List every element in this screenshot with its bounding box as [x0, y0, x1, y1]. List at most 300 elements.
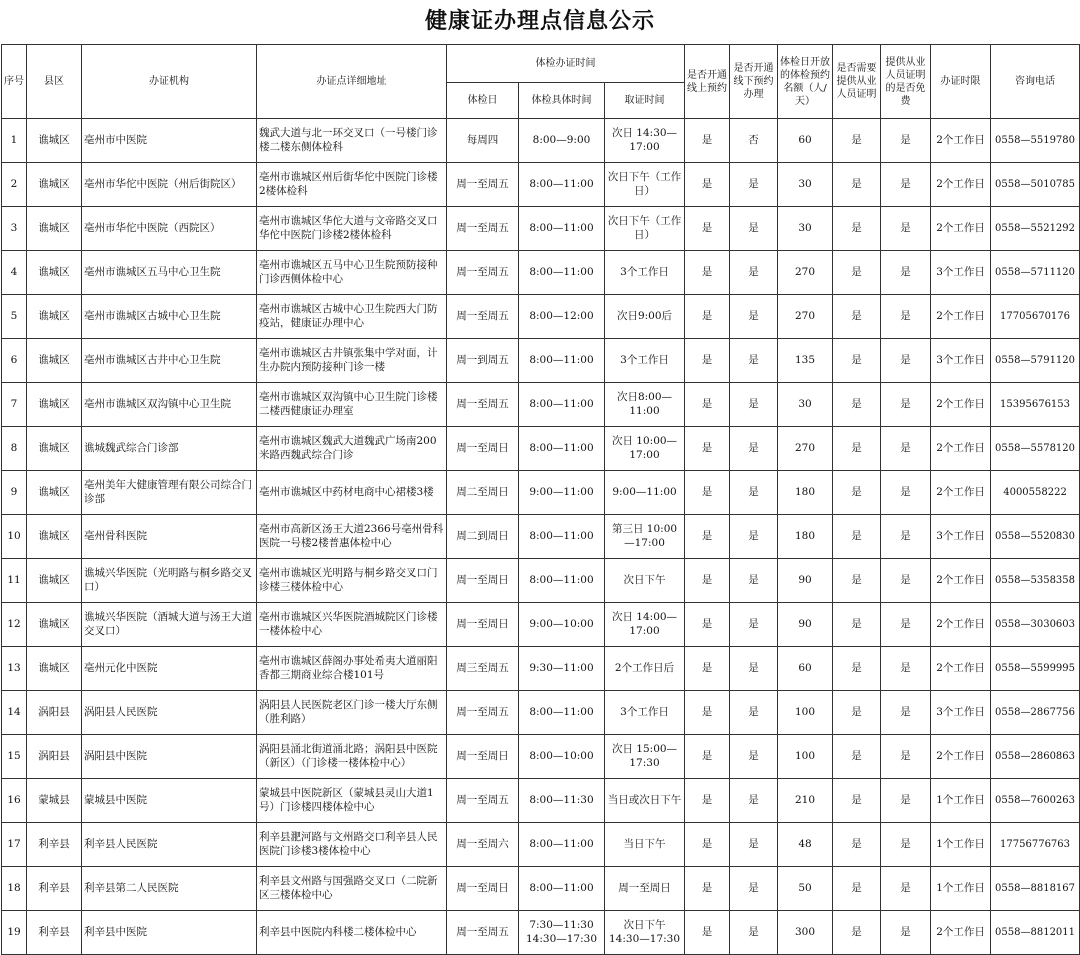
cell-org: 亳州市谯城区双沟镇中心卫生院	[82, 383, 257, 427]
cell-free: 是	[881, 251, 931, 295]
cell-exam-time: 8:00—11:00	[519, 515, 605, 559]
cell-pickup-time: 3个工作日	[605, 691, 685, 735]
cell-quota: 210	[778, 779, 833, 823]
cell-address: 利辛县文州路与国强路交叉口（二院新区三楼体检中心	[257, 867, 447, 911]
header-quota: 体检日开放的体检预约名额（人/天）	[778, 45, 833, 119]
cell-address: 利辛县淝河路与文州路交口利辛县人民医院门诊楼3楼体检中心	[257, 823, 447, 867]
cell-exam-day: 周一至周五	[447, 207, 519, 251]
cell-org: 利辛县中医院	[82, 911, 257, 955]
cell-exam-time: 8:00—11:00	[519, 867, 605, 911]
cell-seq: 10	[2, 515, 27, 559]
cell-need-proof: 是	[833, 339, 881, 383]
table-row	[2, 867, 1080, 911]
cell-exam-time: 7:30—11:30 14:30—17:30	[519, 911, 605, 955]
cell-free: 是	[881, 339, 931, 383]
header-offline: 是否开通线下预约办理	[730, 45, 778, 119]
cell-org: 蒙城县中医院	[82, 779, 257, 823]
cell-org: 亳州市中医院	[82, 119, 257, 163]
cell-pickup-time: 当日下午	[605, 823, 685, 867]
table-row	[2, 647, 1080, 691]
cell-need-proof: 是	[833, 735, 881, 779]
cell-need-proof: 是	[833, 647, 881, 691]
cell-county: 利辛县	[27, 911, 82, 955]
cell-free: 是	[881, 295, 931, 339]
cell-quota: 300	[778, 911, 833, 955]
cell-pickup-time: 次日 10:00—17:00	[605, 427, 685, 471]
cell-pickup-time: 次日 15:00—17:30	[605, 735, 685, 779]
cell-seq: 5	[2, 295, 27, 339]
cell-duration: 3个工作日	[931, 515, 991, 559]
cell-org: 涡阳县人民医院	[82, 691, 257, 735]
cell-org: 亳州市谯城区古井中心卫生院	[82, 339, 257, 383]
cell-exam-day: 周一至周五	[447, 163, 519, 207]
cell-quota: 30	[778, 207, 833, 251]
cell-free: 是	[881, 823, 931, 867]
cell-exam-day: 周二到周日	[447, 515, 519, 559]
cell-online: 是	[685, 119, 730, 163]
table-row	[2, 603, 1080, 647]
cell-quota: 50	[778, 867, 833, 911]
cell-need-proof: 是	[833, 515, 881, 559]
table-row	[2, 823, 1080, 867]
cell-seq: 1	[2, 119, 27, 163]
cell-phone: 17756776763	[991, 823, 1080, 867]
cell-exam-day: 周一至周日	[447, 603, 519, 647]
cell-offline: 是	[730, 471, 778, 515]
table-row	[2, 427, 1080, 471]
cell-offline: 是	[730, 559, 778, 603]
cell-address: 蒙城县中医院新区（蒙城县灵山大道1号）门诊楼四楼体检中心	[257, 779, 447, 823]
cell-address: 亳州市谯城区五马中心卫生院预防接种门诊西侧体检中心	[257, 251, 447, 295]
cell-exam-day: 周一至周五	[447, 383, 519, 427]
cell-address: 亳州市谯城区光明路与桐乡路交叉口门诊楼三楼体检中心	[257, 559, 447, 603]
cell-free: 是	[881, 735, 931, 779]
table-row	[2, 691, 1080, 735]
cell-address: 亳州市谯城区华佗大道与文帝路交叉口华佗中医院门诊楼2楼体检科	[257, 207, 447, 251]
cell-org: 亳州市华佗中医院（州后街院区）	[82, 163, 257, 207]
cell-county: 蒙城县	[27, 779, 82, 823]
cell-duration: 2个工作日	[931, 647, 991, 691]
cell-quota: 270	[778, 295, 833, 339]
cell-offline: 是	[730, 427, 778, 471]
cell-pickup-time: 3个工作日	[605, 339, 685, 383]
cell-seq: 17	[2, 823, 27, 867]
cell-offline: 是	[730, 823, 778, 867]
cell-pickup-time: 次日下午	[605, 559, 685, 603]
cell-county: 谯城区	[27, 559, 82, 603]
cell-quota: 90	[778, 559, 833, 603]
cell-org: 利辛县人民医院	[82, 823, 257, 867]
cell-org: 谯城魏武综合门诊部	[82, 427, 257, 471]
cell-offline: 是	[730, 779, 778, 823]
cell-org: 亳州美年大健康管理有限公司综合门诊部	[82, 471, 257, 515]
cell-offline: 是	[730, 691, 778, 735]
cell-exam-time: 8:00—11:00	[519, 383, 605, 427]
cell-duration: 2个工作日	[931, 559, 991, 603]
cell-seq: 16	[2, 779, 27, 823]
cell-pickup-time: 2个工作日后	[605, 647, 685, 691]
cell-need-proof: 是	[833, 119, 881, 163]
cell-offline: 是	[730, 515, 778, 559]
table-row	[2, 339, 1080, 383]
cell-address: 魏武大道与北一环交叉口（一号楼门诊楼二楼东侧体检科	[257, 119, 447, 163]
cell-phone: 0558—2867756	[991, 691, 1080, 735]
cell-phone: 17705670176	[991, 295, 1080, 339]
table-row	[2, 295, 1080, 339]
cell-offline: 是	[730, 251, 778, 295]
cell-exam-time: 8:00—11:00	[519, 691, 605, 735]
header-need-proof: 是否需要提供从业人员证明	[833, 45, 881, 119]
cell-duration: 3个工作日	[931, 251, 991, 295]
cell-online: 是	[685, 427, 730, 471]
cell-county: 谯城区	[27, 251, 82, 295]
cell-offline: 是	[730, 207, 778, 251]
cell-phone: 15395676153	[991, 383, 1080, 427]
header-exam-day: 体检日	[447, 83, 519, 119]
cell-free: 是	[881, 867, 931, 911]
cell-need-proof: 是	[833, 911, 881, 955]
cell-exam-day: 周一至周日	[447, 427, 519, 471]
cell-offline: 是	[730, 383, 778, 427]
cell-online: 是	[685, 295, 730, 339]
cell-phone: 0558—5010785	[991, 163, 1080, 207]
cell-need-proof: 是	[833, 691, 881, 735]
cell-free: 是	[881, 119, 931, 163]
cell-org: 亳州市谯城区五马中心卫生院	[82, 251, 257, 295]
header-county: 县区	[27, 45, 82, 119]
cell-county: 谯城区	[27, 339, 82, 383]
cell-exam-time: 8:00—11:00	[519, 251, 605, 295]
cell-address: 涡阳县涌北街道涌北路；涡阳县中医院（新区）（门诊楼一楼体检中心）	[257, 735, 447, 779]
table-row	[2, 471, 1080, 515]
cell-duration: 2个工作日	[931, 163, 991, 207]
cell-offline: 是	[730, 911, 778, 955]
cell-duration: 2个工作日	[931, 295, 991, 339]
cell-phone: 0558—5711120	[991, 251, 1080, 295]
cell-phone: 0558—5599995	[991, 647, 1080, 691]
cell-quota: 30	[778, 163, 833, 207]
cell-quota: 60	[778, 119, 833, 163]
cell-address: 亳州市谯城区兴华医院酒城院区门诊楼一楼体检中心	[257, 603, 447, 647]
cell-duration: 2个工作日	[931, 911, 991, 955]
cell-phone: 0558—2860863	[991, 735, 1080, 779]
cell-pickup-time: 次日 14:00—17:00	[605, 603, 685, 647]
table-body	[2, 119, 1080, 955]
cell-quota: 48	[778, 823, 833, 867]
cell-address: 亳州市谯城区中药材电商中心裙楼3楼	[257, 471, 447, 515]
header-seq: 序号	[2, 45, 27, 119]
cell-exam-day: 周一至周五	[447, 295, 519, 339]
cell-phone: 0558—7600263	[991, 779, 1080, 823]
cell-online: 是	[685, 691, 730, 735]
cell-org: 亳州骨科医院	[82, 515, 257, 559]
cell-seq: 2	[2, 163, 27, 207]
cell-offline: 是	[730, 295, 778, 339]
table-row	[2, 383, 1080, 427]
cell-offline: 是	[730, 867, 778, 911]
cell-seq: 6	[2, 339, 27, 383]
cell-online: 是	[685, 911, 730, 955]
cell-free: 是	[881, 647, 931, 691]
cell-online: 是	[685, 515, 730, 559]
cell-online: 是	[685, 559, 730, 603]
cell-county: 利辛县	[27, 823, 82, 867]
cell-free: 是	[881, 471, 931, 515]
table-row	[2, 779, 1080, 823]
cell-duration: 2个工作日	[931, 207, 991, 251]
cell-need-proof: 是	[833, 867, 881, 911]
cell-free: 是	[881, 383, 931, 427]
cell-phone: 0558—5520830	[991, 515, 1080, 559]
table-row	[2, 119, 1080, 163]
table-row	[2, 251, 1080, 295]
cell-exam-day: 周一至周六	[447, 823, 519, 867]
header-pickup-time: 取证时间	[605, 83, 685, 119]
cell-exam-time: 8:00—11:00	[519, 163, 605, 207]
cell-online: 是	[685, 207, 730, 251]
cell-pickup-time: 第三日 10:00—17:00	[605, 515, 685, 559]
cell-free: 是	[881, 515, 931, 559]
cell-online: 是	[685, 383, 730, 427]
cell-org: 利辛县第二人民医院	[82, 867, 257, 911]
cell-county: 谯城区	[27, 647, 82, 691]
header-duration: 办证时限	[931, 45, 991, 119]
cell-need-proof: 是	[833, 559, 881, 603]
header-org: 办证机构	[82, 45, 257, 119]
cell-phone: 0558—5521292	[991, 207, 1080, 251]
cell-offline: 是	[730, 647, 778, 691]
cell-phone: 0558—3030603	[991, 603, 1080, 647]
cell-offline: 是	[730, 163, 778, 207]
cell-county: 谯城区	[27, 207, 82, 251]
cell-need-proof: 是	[833, 295, 881, 339]
cell-need-proof: 是	[833, 251, 881, 295]
cell-exam-day: 周一至周五	[447, 911, 519, 955]
cell-county: 谯城区	[27, 427, 82, 471]
cell-duration: 1个工作日	[931, 867, 991, 911]
cell-online: 是	[685, 603, 730, 647]
cell-free: 是	[881, 163, 931, 207]
cell-county: 谯城区	[27, 471, 82, 515]
cell-exam-day: 周一到周五	[447, 339, 519, 383]
header-free: 提供从业人员证明的是否免费	[881, 45, 931, 119]
table-row	[2, 559, 1080, 603]
cell-seq: 18	[2, 867, 27, 911]
cell-free: 是	[881, 207, 931, 251]
cell-duration: 1个工作日	[931, 823, 991, 867]
cell-exam-day: 周一至周日	[447, 559, 519, 603]
cell-address: 亳州市谯城区古井镇张集中学对面，计生办院内预防接种门诊一楼	[257, 339, 447, 383]
cell-free: 是	[881, 779, 931, 823]
cell-pickup-time: 次日9:00后	[605, 295, 685, 339]
cell-seq: 7	[2, 383, 27, 427]
cell-quota: 100	[778, 691, 833, 735]
cell-exam-day: 每周四	[447, 119, 519, 163]
cell-need-proof: 是	[833, 823, 881, 867]
cell-online: 是	[685, 251, 730, 295]
cell-quota: 60	[778, 647, 833, 691]
header-phone: 咨询电话	[991, 45, 1080, 119]
cell-pickup-time: 9:00—11:00	[605, 471, 685, 515]
cell-seq: 12	[2, 603, 27, 647]
info-table	[1, 44, 1080, 955]
cell-exam-day: 周一至周日	[447, 735, 519, 779]
cell-seq: 4	[2, 251, 27, 295]
cell-exam-time: 9:00—11:00	[519, 471, 605, 515]
cell-duration: 2个工作日	[931, 119, 991, 163]
cell-quota: 90	[778, 603, 833, 647]
cell-free: 是	[881, 691, 931, 735]
cell-exam-day: 周二至周日	[447, 471, 519, 515]
cell-seq: 3	[2, 207, 27, 251]
cell-pickup-time: 当日或次日下午	[605, 779, 685, 823]
cell-phone: 0558—5519780	[991, 119, 1080, 163]
cell-pickup-time: 次日下午 14:30—17:30	[605, 911, 685, 955]
cell-exam-time: 8:00—9:00	[519, 119, 605, 163]
cell-exam-day: 周三至周五	[447, 647, 519, 691]
cell-offline: 是	[730, 339, 778, 383]
cell-org: 谯城兴华医院（光明路与桐乡路交叉口）	[82, 559, 257, 603]
cell-seq: 14	[2, 691, 27, 735]
cell-address: 亳州市高新区汤王大道2366号亳州骨科医院一号楼2楼普惠体检中心	[257, 515, 447, 559]
cell-address: 亳州市谯城区双沟镇中心卫生院门诊楼二楼西健康证办理室	[257, 383, 447, 427]
cell-quota: 180	[778, 515, 833, 559]
cell-seq: 9	[2, 471, 27, 515]
header-exam-time: 体检具体时间	[519, 83, 605, 119]
cell-seq: 13	[2, 647, 27, 691]
cell-address: 利辛县中医院内科楼二楼体检中心	[257, 911, 447, 955]
cell-exam-day: 周一至周五	[447, 691, 519, 735]
cell-county: 谯城区	[27, 515, 82, 559]
table-row	[2, 207, 1080, 251]
cell-pickup-time: 次日8:00—11:00	[605, 383, 685, 427]
cell-exam-day: 周一至周日	[447, 867, 519, 911]
cell-duration: 1个工作日	[931, 779, 991, 823]
cell-online: 是	[685, 867, 730, 911]
cell-exam-time: 9:00—10:00	[519, 603, 605, 647]
cell-online: 是	[685, 471, 730, 515]
cell-pickup-time: 周一至周日	[605, 867, 685, 911]
cell-free: 是	[881, 911, 931, 955]
cell-exam-time: 8:00—11:00	[519, 207, 605, 251]
cell-county: 利辛县	[27, 867, 82, 911]
cell-duration: 3个工作日	[931, 691, 991, 735]
cell-seq: 8	[2, 427, 27, 471]
cell-exam-time: 8:00—11:00	[519, 823, 605, 867]
cell-phone: 0558—5578120	[991, 427, 1080, 471]
cell-org: 谯城兴华医院（酒城大道与汤王大道交叉口）	[82, 603, 257, 647]
cell-phone: 0558—5791120	[991, 339, 1080, 383]
cell-exam-time: 8:00—11:00	[519, 427, 605, 471]
cell-pickup-time: 次日 14:30—17:00	[605, 119, 685, 163]
cell-quota: 270	[778, 427, 833, 471]
table-row	[2, 911, 1080, 955]
cell-exam-time: 8:00—11:00	[519, 339, 605, 383]
cell-need-proof: 是	[833, 163, 881, 207]
cell-phone: 4000558222	[991, 471, 1080, 515]
cell-exam-day: 周一至周五	[447, 779, 519, 823]
cell-exam-time: 8:00—12:00	[519, 295, 605, 339]
cell-need-proof: 是	[833, 427, 881, 471]
cell-duration: 2个工作日	[931, 471, 991, 515]
cell-quota: 270	[778, 251, 833, 295]
cell-online: 是	[685, 163, 730, 207]
cell-exam-time: 8:00—11:00	[519, 559, 605, 603]
cell-county: 涡阳县	[27, 735, 82, 779]
cell-need-proof: 是	[833, 471, 881, 515]
cell-offline: 否	[730, 119, 778, 163]
cell-online: 是	[685, 339, 730, 383]
cell-address: 涡阳县人民医院老区门诊一楼大厅东侧（胜利路）	[257, 691, 447, 735]
cell-county: 谯城区	[27, 163, 82, 207]
cell-need-proof: 是	[833, 603, 881, 647]
cell-duration: 2个工作日	[931, 735, 991, 779]
cell-online: 是	[685, 823, 730, 867]
cell-seq: 15	[2, 735, 27, 779]
cell-quota: 30	[778, 383, 833, 427]
cell-county: 谯城区	[27, 295, 82, 339]
cell-free: 是	[881, 559, 931, 603]
cell-quota: 100	[778, 735, 833, 779]
cell-free: 是	[881, 427, 931, 471]
cell-need-proof: 是	[833, 383, 881, 427]
cell-offline: 是	[730, 603, 778, 647]
cell-address: 亳州市谯城区薛阁办事处希夷大道丽阳香都三期商业综合楼101号	[257, 647, 447, 691]
cell-phone: 0558—8812011	[991, 911, 1080, 955]
cell-address: 亳州市谯城区古城中心卫生院西大门防疫站，健康证办理中心	[257, 295, 447, 339]
cell-offline: 是	[730, 735, 778, 779]
cell-phone: 0558—8818167	[991, 867, 1080, 911]
cell-county: 谯城区	[27, 119, 82, 163]
cell-pickup-time: 次日下午（工作日）	[605, 163, 685, 207]
header-online: 是否开通线上预约	[685, 45, 730, 119]
cell-org: 亳州元化中医院	[82, 647, 257, 691]
cell-exam-time: 8:00—10:00	[519, 735, 605, 779]
cell-county: 谯城区	[27, 383, 82, 427]
cell-quota: 135	[778, 339, 833, 383]
cell-duration: 3个工作日	[931, 339, 991, 383]
cell-duration: 2个工作日	[931, 383, 991, 427]
cell-county: 谯城区	[27, 603, 82, 647]
cell-address: 亳州市谯城区魏武大道魏武广场南200米路西魏武综合门诊	[257, 427, 447, 471]
cell-pickup-time: 次日下午（工作日）	[605, 207, 685, 251]
table-row	[2, 515, 1080, 559]
cell-address: 亳州市谯城区州后街华佗中医院门诊楼2楼体检科	[257, 163, 447, 207]
header-address: 办证点详细地址	[257, 45, 447, 119]
page-title: 健康证办理点信息公示	[424, 9, 655, 34]
cell-seq: 19	[2, 911, 27, 955]
cell-online: 是	[685, 735, 730, 779]
header-time-group: 体检办证时间	[447, 45, 685, 83]
cell-org: 涡阳县中医院	[82, 735, 257, 779]
cell-org: 亳州市谯城区古城中心卫生院	[82, 295, 257, 339]
cell-free: 是	[881, 603, 931, 647]
cell-need-proof: 是	[833, 207, 881, 251]
cell-exam-time: 9:30—11:00	[519, 647, 605, 691]
cell-pickup-time: 3个工作日	[605, 251, 685, 295]
cell-online: 是	[685, 647, 730, 691]
table-row	[2, 735, 1080, 779]
cell-county: 涡阳县	[27, 691, 82, 735]
cell-exam-time: 8:00—11:30	[519, 779, 605, 823]
cell-exam-day: 周一至周五	[447, 251, 519, 295]
cell-org: 亳州市华佗中医院（西院区）	[82, 207, 257, 251]
cell-quota: 180	[778, 471, 833, 515]
cell-duration: 2个工作日	[931, 603, 991, 647]
cell-duration: 2个工作日	[931, 427, 991, 471]
cell-seq: 11	[2, 559, 27, 603]
table-row	[2, 163, 1080, 207]
